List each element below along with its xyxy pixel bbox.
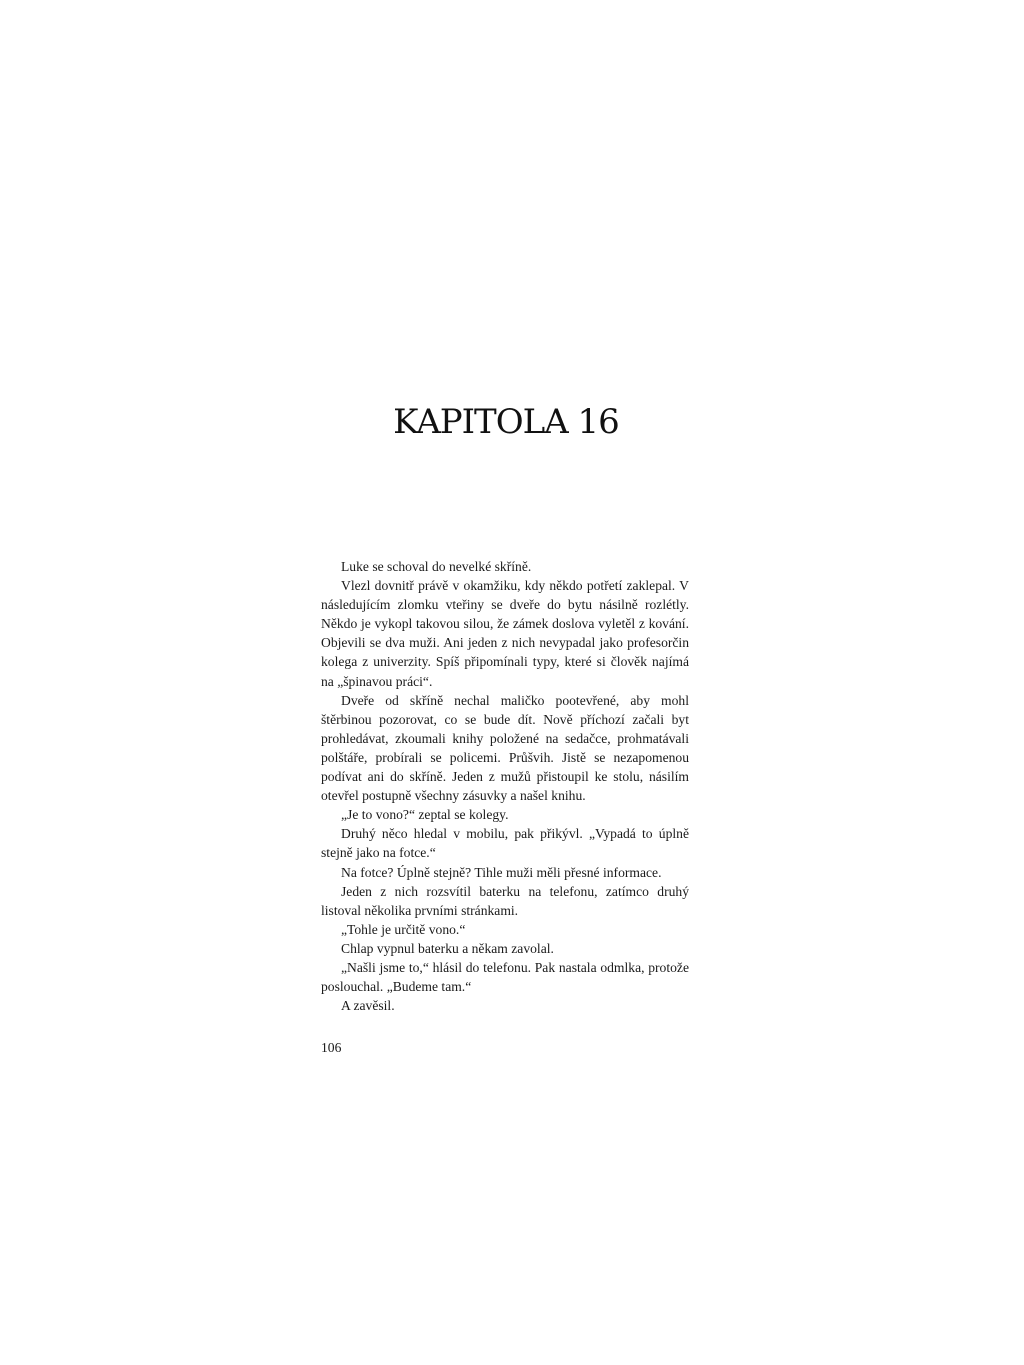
paragraph: Druhý něco hledal v mobilu, pak přikývl. „Vypadá to úplně stejně jako na fotce.“ — [321, 826, 689, 861]
paragraph: A zavěsil. — [341, 998, 395, 1014]
paragraph: Jeden z nich rozsvítil baterku na telefonu, zatímco druhý listoval několika prvními stránkami. — [321, 883, 689, 918]
paragraph: Vlezl dovnitř právě v okamžiku, kdy někdo potřetí zaklepal. V následujícím zlomku vteřiny se dveře do bytu násilně rozlétly. Někdo je vykopl takovou silou, že zámek doslova vyletěl z kování. Objevili se dva muži. Ani jeden z nich nevypadal jako profesorčin kolega z univerzity. Spíš připomínali typy, které si člověk najímá na „špinavou práci“. — [321, 578, 689, 689]
chapter-title: KAPITOLA 16 — [393, 402, 619, 442]
paragraph: Luke se schoval do nevelké skříně. — [341, 559, 532, 574]
paragraph: „Je to vono?“ zeptal se kolegy. — [341, 807, 509, 823]
paragraph: Chlap vypnul baterku a někam zavolal. — [341, 940, 554, 956]
page-number: 106 — [321, 1040, 342, 1055]
paragraph: Na fotce? Úplně stejně? Tihle muži měli přesné informace. — [341, 864, 662, 880]
paragraph: „Našli jsme to,“ hlásil do telefonu. Pak nastala odmlka, protože poslouchal. „Budeme tam.“ — [321, 959, 689, 995]
paragraph: „Tohle je určitě vono.“ — [341, 921, 466, 937]
chapter-body — [321, 557, 689, 1015]
paragraph: Dveře od skříně nechal maličko pootevřené, aby mohl štěrbinou pozorovat, co se bude dít. Nově příchozí začali byt prohledávat, zkoumali knihy položené na sedačce, prohmatávali polštáře, probírali se policemi. Průšvih. Jistě se nezapomenou podívat ani do skříně. Jeden z mužů přistoupil ke stolu, násilím otevřel postupně všechny zásuvky a našel knihu. — [321, 692, 689, 804]
